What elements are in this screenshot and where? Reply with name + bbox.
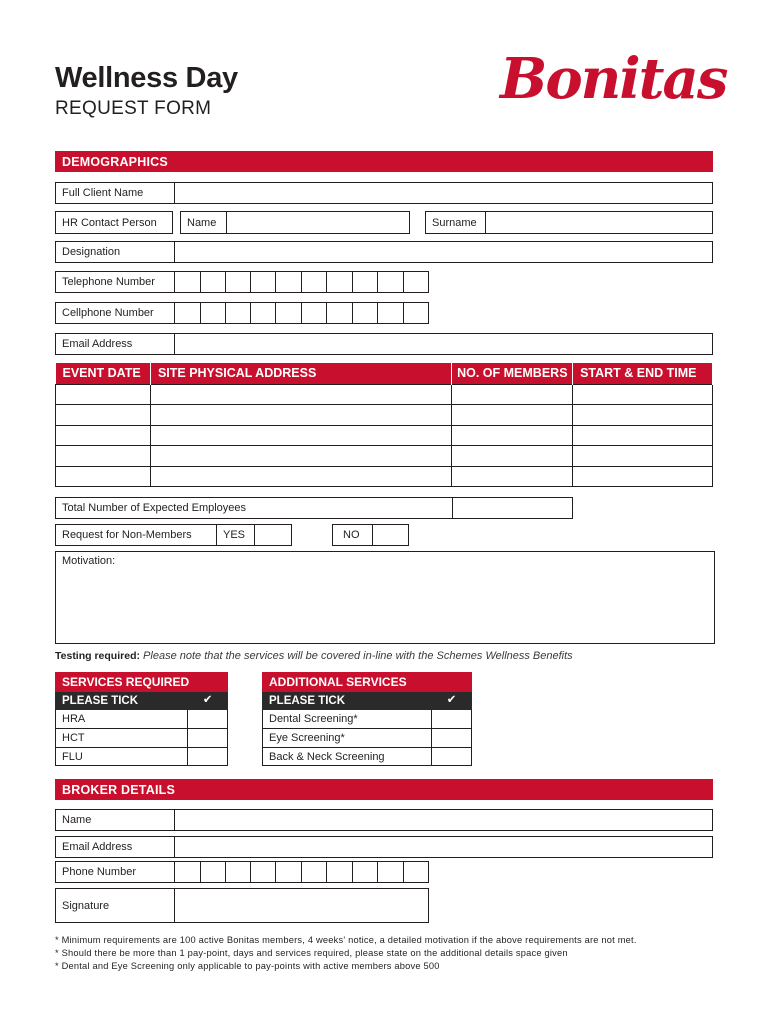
table-row [56, 466, 713, 487]
service-flu-label: FLU [56, 747, 188, 766]
tick-icon: ✔ [432, 691, 472, 710]
signature-row [55, 888, 429, 923]
back-neck-screening-checkbox[interactable] [432, 747, 472, 766]
members-cell[interactable] [452, 446, 573, 467]
eye-screening-checkbox[interactable] [432, 729, 472, 748]
telephone-digit[interactable] [403, 272, 428, 292]
cellphone-label: Cellphone Number [62, 307, 154, 319]
total-employees-label: Total Number of Expected Employees [62, 502, 247, 514]
site-address-cell[interactable] [150, 425, 451, 446]
please-tick-label: PLEASE TICK [56, 691, 188, 710]
time-header: START & END TIME [573, 363, 713, 384]
telephone-digit[interactable] [275, 272, 301, 292]
designation-input[interactable] [174, 242, 712, 262]
telephone-digit[interactable] [225, 272, 250, 292]
service-flu-checkbox[interactable] [188, 747, 228, 766]
broker-phone-digit[interactable] [174, 862, 200, 882]
table-row [56, 384, 713, 405]
telephone-digit[interactable] [200, 272, 225, 292]
services-required-title: SERVICES REQUIRED [56, 673, 228, 692]
testing-required-note: Please note that the services will be covered in-line with the Schemes Wellness Benefits [143, 650, 573, 662]
motivation-textarea[interactable] [55, 551, 715, 644]
broker-name-label: Name [62, 814, 92, 826]
footnote-1: * Minimum requirements are 100 active Bonitas members, 4 weeks' notice, a detailed motivation if the above requirements are not met. [55, 935, 637, 945]
broker-email-row [55, 836, 713, 858]
cellphone-digit[interactable] [200, 303, 225, 323]
event-date-header: EVENT DATE [56, 363, 151, 384]
event-date-cell[interactable] [56, 384, 151, 405]
cellphone-digit[interactable] [301, 303, 326, 323]
telephone-digit[interactable] [352, 272, 377, 292]
cellphone-row [55, 302, 429, 324]
members-cell[interactable] [452, 425, 573, 446]
hr-name-field [180, 211, 410, 234]
time-cell[interactable] [573, 384, 713, 405]
total-employees-row [55, 497, 573, 519]
broker-phone-digit[interactable] [377, 862, 403, 882]
additional-services-title: ADDITIONAL SERVICES [263, 673, 472, 692]
no-field [332, 524, 409, 546]
time-cell[interactable] [573, 446, 713, 467]
telephone-digit[interactable] [326, 272, 352, 292]
email-label: Email Address [62, 338, 133, 350]
broker-name-row [55, 809, 713, 831]
site-address-cell[interactable] [150, 405, 451, 426]
demographics-header: DEMOGRAPHICS [55, 151, 713, 172]
list-item [263, 710, 472, 729]
members-cell[interactable] [452, 384, 573, 405]
event-date-cell[interactable] [56, 446, 151, 467]
dental-screening-checkbox[interactable] [432, 710, 472, 729]
email-input[interactable] [174, 334, 712, 354]
signature-label: Signature [62, 899, 110, 912]
no-label: NO [343, 529, 360, 541]
additional-services-table [262, 672, 472, 766]
events-table [55, 363, 713, 487]
site-address-header: SITE PHYSICAL ADDRESS [150, 363, 451, 384]
non-members-label: Request for Non-Members [62, 529, 192, 541]
broker-phone-digit[interactable] [275, 862, 301, 882]
designation-label: Designation [62, 246, 121, 258]
site-address-cell[interactable] [150, 446, 451, 467]
telephone-digit[interactable] [250, 272, 275, 292]
total-employees-input[interactable] [452, 498, 572, 518]
broker-phone-digit[interactable] [403, 862, 428, 882]
broker-phone-digit[interactable] [225, 862, 250, 882]
members-cell[interactable] [452, 405, 573, 426]
event-date-cell[interactable] [56, 425, 151, 446]
cellphone-digit[interactable] [403, 303, 428, 323]
eye-screening-label: Eye Screening* [263, 729, 432, 748]
table-row [56, 405, 713, 426]
hr-contact-label: HR Contact Person [62, 216, 157, 229]
hr-name-label: Name [187, 216, 217, 229]
broker-name-input[interactable] [174, 810, 712, 830]
no-checkbox[interactable] [372, 525, 408, 545]
broker-email-input[interactable] [174, 837, 712, 857]
site-address-cell[interactable] [150, 466, 451, 487]
broker-details-header: BROKER DETAILS [55, 779, 713, 800]
footnote-2: * Should there be more than 1 pay-point, days and services required, please state on the additional details space given [55, 948, 568, 958]
list-item [263, 729, 472, 748]
yes-checkbox[interactable] [254, 525, 291, 545]
list-item [56, 729, 228, 748]
telephone-digit[interactable] [377, 272, 403, 292]
service-hra-checkbox[interactable] [188, 710, 228, 729]
cellphone-digit[interactable] [326, 303, 352, 323]
telephone-digit[interactable] [301, 272, 326, 292]
table-row [56, 446, 713, 467]
site-address-cell[interactable] [150, 384, 451, 405]
telephone-digit[interactable] [174, 272, 200, 292]
time-cell[interactable] [573, 425, 713, 446]
time-cell[interactable] [573, 466, 713, 487]
cellphone-digit[interactable] [377, 303, 403, 323]
hr-surname-input[interactable] [485, 212, 712, 233]
event-date-cell[interactable] [56, 405, 151, 426]
service-hct-checkbox[interactable] [188, 729, 228, 748]
yes-label: YES [223, 529, 246, 541]
hr-name-input[interactable] [226, 212, 409, 233]
broker-phone-digit[interactable] [301, 862, 326, 882]
members-cell[interactable] [452, 466, 573, 487]
broker-phone-digit[interactable] [250, 862, 275, 882]
motivation-label: Motivation: [62, 555, 116, 567]
services-required-table [55, 672, 228, 766]
testing-required [55, 650, 573, 662]
broker-phone-digit[interactable] [326, 862, 352, 882]
list-item [263, 747, 472, 766]
list-item [56, 747, 228, 766]
service-hra-label: HRA [56, 710, 188, 729]
members-header: NO. OF MEMBERS [452, 363, 573, 384]
dental-screening-label: Dental Screening* [263, 710, 432, 729]
telephone-row [55, 271, 429, 293]
cellphone-digit[interactable] [225, 303, 250, 323]
designation-row [55, 241, 713, 263]
broker-phone-row [55, 861, 429, 883]
full-client-name-row [55, 182, 713, 204]
form-subtitle: REQUEST FORM [55, 98, 212, 119]
broker-phone-label: Phone Number [62, 866, 136, 878]
form-title: Wellness Day [55, 62, 238, 94]
telephone-label: Telephone Number [62, 276, 155, 288]
cellphone-digit[interactable] [174, 303, 200, 323]
testing-required-label: Testing required: [55, 650, 140, 662]
footnote-3: * Dental and Eye Screening only applicable to pay-points with active members above 500 [55, 961, 440, 971]
hr-contact-label-box [55, 211, 173, 234]
signature-input[interactable] [174, 889, 428, 922]
event-date-cell[interactable] [56, 466, 151, 487]
bonitas-logo: Bonitas [500, 46, 727, 112]
broker-phone-digit[interactable] [352, 862, 377, 882]
time-cell[interactable] [573, 405, 713, 426]
hr-surname-field [425, 211, 713, 234]
back-neck-screening-label: Back & Neck Screening [263, 747, 432, 766]
full-client-name-label: Full Client Name [62, 187, 144, 199]
tick-icon: ✔ [188, 691, 228, 710]
email-row [55, 333, 713, 355]
table-row [56, 425, 713, 446]
please-tick-label: PLEASE TICK [263, 691, 432, 710]
cellphone-digit[interactable] [352, 303, 377, 323]
service-hct-label: HCT [56, 729, 188, 748]
non-members-row [55, 524, 292, 546]
hr-surname-label: Surname [432, 216, 477, 229]
broker-phone-digit[interactable] [200, 862, 225, 882]
list-item [56, 710, 228, 729]
full-client-name-input[interactable] [174, 183, 712, 203]
cellphone-digit[interactable] [250, 303, 275, 323]
cellphone-digit[interactable] [275, 303, 301, 323]
broker-email-label: Email Address [62, 841, 133, 853]
